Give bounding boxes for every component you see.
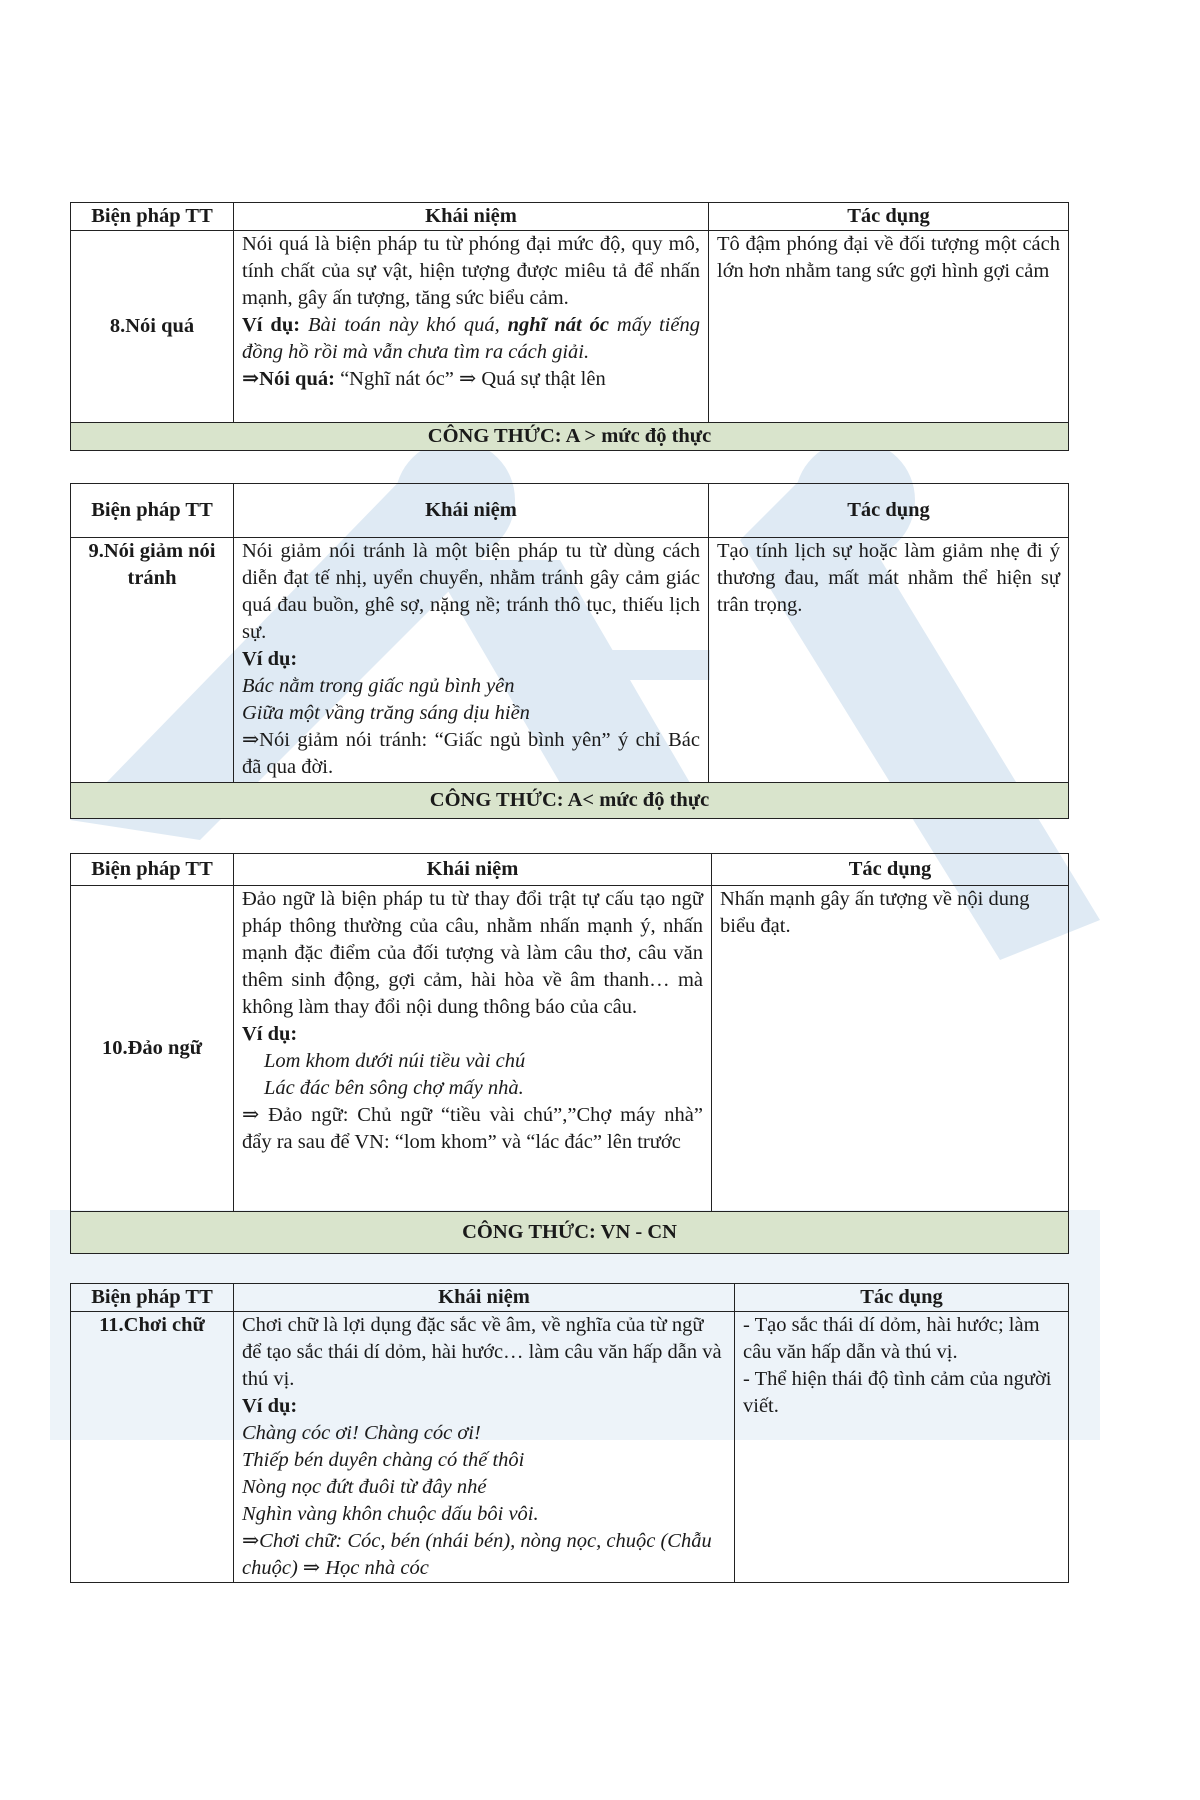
example-line-3: Nòng nọc đứt đuôi từ đây nhé bbox=[242, 1476, 487, 1498]
concept-cell bbox=[234, 1312, 735, 1583]
formula-bar: CÔNG THỨC: A > mức độ thực bbox=[71, 423, 1069, 451]
header-khai-niem: Khái niệm bbox=[234, 1284, 735, 1312]
header-bien-phap: Biện pháp TT bbox=[71, 484, 234, 538]
header-khai-niem: Khái niệm bbox=[234, 484, 709, 538]
concept-text: Nói quá là biện pháp tu từ phóng đại mức độ, quy mô, tính chất của sự vật, hiện tượng được miêu tả để nhấn mạnh, gây ấn tượng, tăng sức biểu cảm. bbox=[242, 233, 700, 309]
header-khai-niem: Khái niệm bbox=[234, 854, 712, 886]
effect-item-1: - Tạo sắc thái dí dỏm, hài hước; làm câu văn hấp dẫn và thú vị. bbox=[743, 1314, 1040, 1363]
example-line-1: Bác nằm trong giấc ngủ bình yên bbox=[242, 675, 515, 697]
formula-bar: CÔNG THỨC: VN - CN bbox=[71, 1212, 1069, 1254]
example-label: Ví dụ: bbox=[242, 1023, 298, 1045]
conclusion: ⇒ Đảo ngữ: Chủ ngữ “tiều vài chú”,”Chợ máy nhà” đẩy ra sau để VN: “lom khom” và “lác đác” lên trước bbox=[242, 1104, 703, 1153]
concept-text: Nói giảm nói tránh là một biện pháp tu từ dùng cách diễn đạt tế nhị, uyển chuyển, nhằm tránh gây cảm giác quá đau buồn, ghê sợ, nặng nề; tránh thô tục, thiếu lịch sự. bbox=[242, 540, 700, 643]
table-noi-giam-noi-tranh bbox=[70, 483, 1069, 819]
header-khai-niem: Khái niệm bbox=[234, 203, 709, 231]
example-line-1: Lom khom dưới núi tiều vài chú bbox=[264, 1050, 526, 1072]
table-choi-chu bbox=[70, 1283, 1069, 1583]
header-tac-dung: Tác dụng bbox=[709, 203, 1069, 231]
concept-text: Đảo ngữ là biện pháp tu từ thay đổi trật tự cấu tạo ngữ pháp thông thường của câu, nhằm nhấn mạnh ý, nhấn mạnh đặc điểm của đối tượng và làm câu thơ, câu văn thêm sinh động, gợi cảm, hài hòa về âm thanh… mà không làm thay đổi nội dung thông báo của câu. bbox=[242, 888, 703, 1018]
example-text-a: Bài toán này khó quá, bbox=[308, 314, 500, 336]
concept-cell bbox=[234, 886, 712, 1212]
example-label: Ví dụ: bbox=[242, 648, 298, 670]
technique-name: 10.Đảo ngữ bbox=[71, 886, 234, 1212]
conclusion: ⇒Nói giảm nói tránh: “Giấc ngủ bình yên” ý chỉ Bác đã qua đời. bbox=[242, 729, 700, 778]
conclusion-label: ⇒Nói quá: bbox=[242, 368, 335, 390]
effect-text: Nhấn mạnh gây ấn tượng về nội dung biểu đạt. bbox=[712, 886, 1069, 1212]
effect-item-2: - Thể hiện thái độ tình cảm của người viết. bbox=[743, 1368, 1052, 1417]
example-block bbox=[242, 312, 700, 366]
conclusion-text: “Nghĩ nát óc” ⇒ Quá sự thật lên bbox=[340, 368, 606, 390]
conclusion: ⇒Chơi chữ: Cóc, bén (nhái bén), nòng nọc, chuộc (Chẫu chuộc) ⇒ Học nhà cóc bbox=[242, 1530, 712, 1579]
header-tac-dung: Tác dụng bbox=[712, 854, 1069, 886]
header-bien-phap: Biện pháp TT bbox=[71, 1284, 234, 1312]
example-line-4: Nghìn vàng khôn chuộc dấu bôi vôi. bbox=[242, 1503, 539, 1525]
concept-text: Chơi chữ là lợi dụng đặc sắc về âm, về nghĩa của từ ngữ để tạo sắc thái dí dỏm, hài hước… làm câu văn hấp dẫn và thú vị. bbox=[242, 1314, 722, 1390]
effect-cell bbox=[735, 1312, 1069, 1583]
table-dao-ngu bbox=[70, 853, 1069, 1254]
example-line-2: Giữa một vầng trăng sáng dịu hiền bbox=[242, 702, 530, 724]
conclusion bbox=[242, 366, 700, 393]
header-tac-dung: Tác dụng bbox=[735, 1284, 1069, 1312]
example-line-2: Thiếp bén duyên chàng có thế thôi bbox=[242, 1449, 525, 1471]
header-bien-phap: Biện pháp TT bbox=[71, 854, 234, 886]
example-line-1: Chàng cóc ơi! Chàng cóc ơi! bbox=[242, 1422, 481, 1444]
example-label: Ví dụ: bbox=[242, 1395, 298, 1417]
concept-cell bbox=[234, 231, 709, 423]
example-line-2: Lác đác bên sông chợ mấy nhà. bbox=[264, 1077, 524, 1099]
example-highlight: nghĩ nát óc bbox=[507, 314, 609, 336]
effect-text: Tạo tính lịch sự hoặc làm giảm nhẹ đi ý thương đau, mất mát nhằm thể hiện sự trân trọng. bbox=[709, 538, 1069, 783]
technique-name: 11.Chơi chữ bbox=[71, 1312, 234, 1583]
example-label: Ví dụ: bbox=[242, 314, 301, 336]
effect-text: Tô đậm phóng đại về đối tượng một cách lớn hơn nhằm tang sức gợi hình gợi cảm bbox=[709, 231, 1069, 423]
header-bien-phap: Biện pháp TT bbox=[71, 203, 234, 231]
table-noi-qua bbox=[70, 202, 1069, 451]
technique-name: 8.Nói quá bbox=[71, 231, 234, 423]
header-tac-dung: Tác dụng bbox=[709, 484, 1069, 538]
technique-name: 9.Nói giảm nói tránh bbox=[71, 538, 234, 783]
concept-cell bbox=[234, 538, 709, 783]
formula-bar: CÔNG THỨC: A< mức độ thực bbox=[71, 783, 1069, 819]
example-text-c: mấy tiếng đồng hồ rồi mà vẫn chưa tìm ra cách giải. bbox=[242, 314, 700, 363]
